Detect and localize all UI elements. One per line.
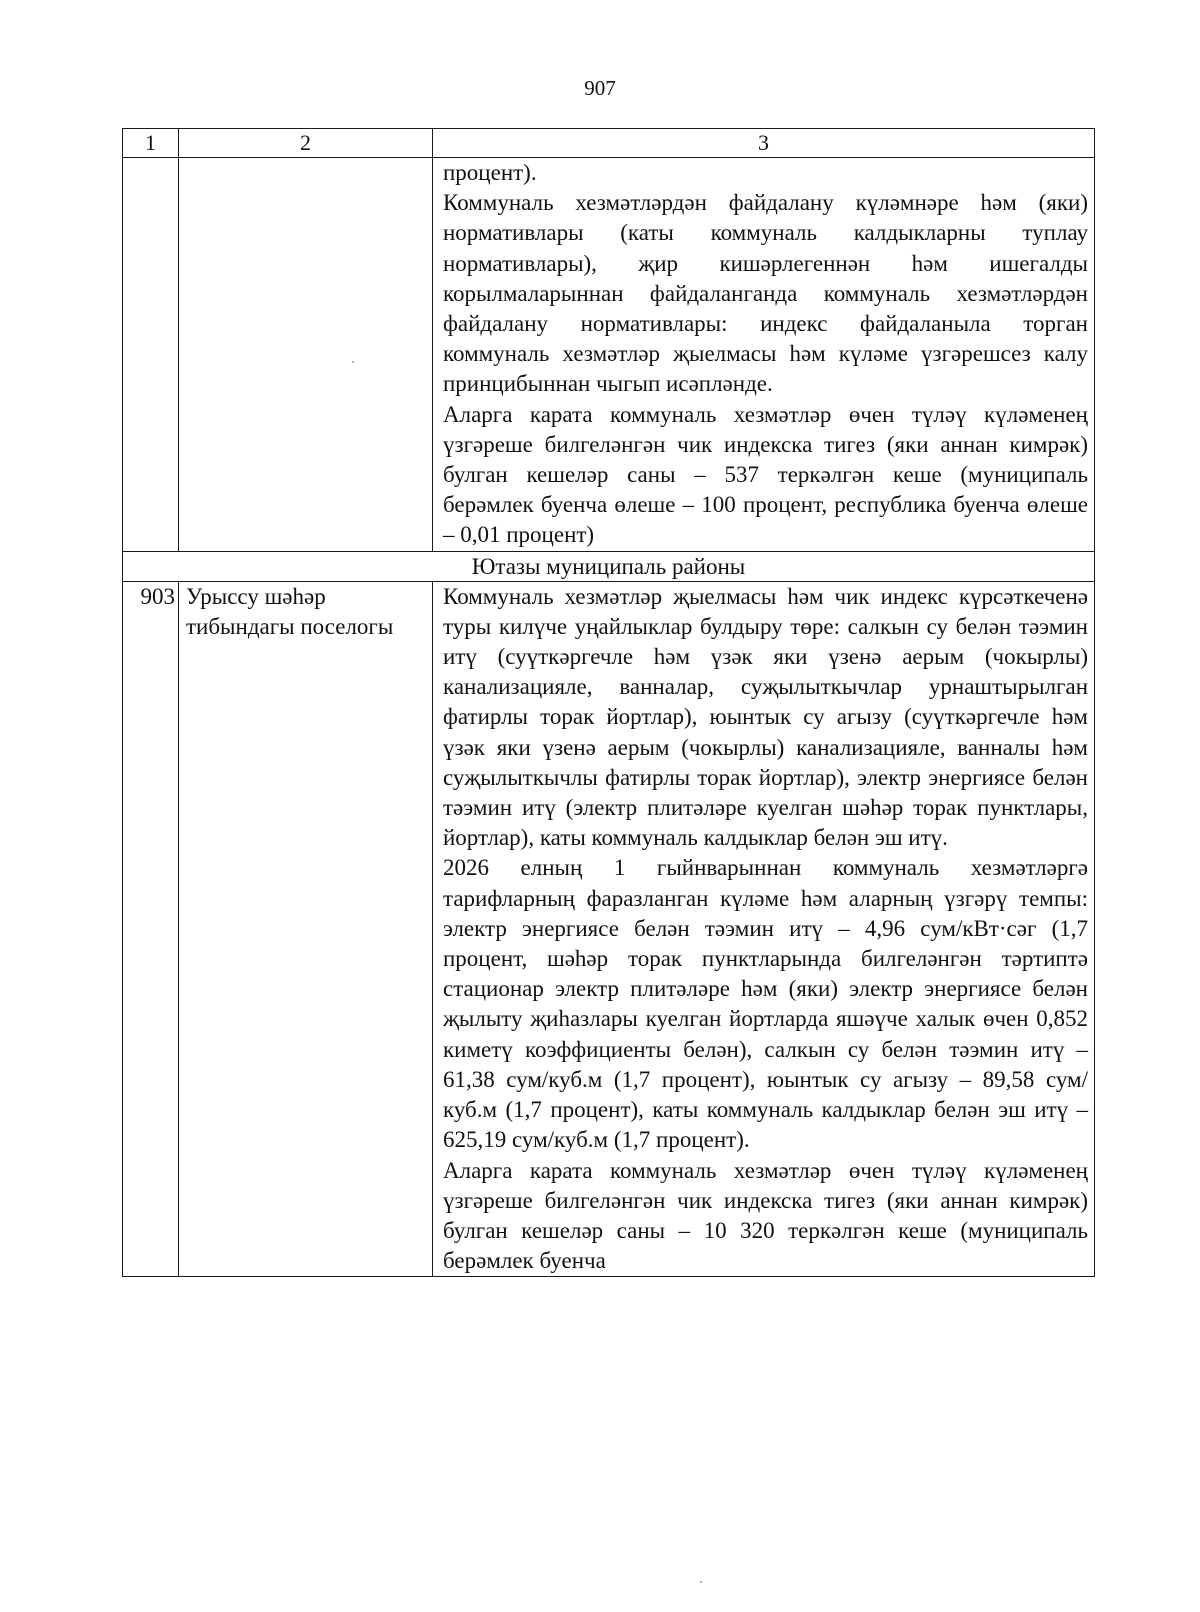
page-number: 907 (584, 76, 616, 100)
tariff-table (122, 128, 1095, 1277)
section-title: Ютазы муниципаль районы (123, 551, 1095, 581)
continuation-paragraph: Коммуналь хезмәтләрдән файдалану күләмнәре һәм (яки) нормативлары (каты коммуналь калдыкларны туплау нормативлары), җир кишәрлегеннән һәм ишегалды корылмаларыннан файдаланганда коммуналь хезмәтләрдән файдалану нормативлары: индекс файдаланыла торган коммуналь хезмәтләр җыелмасы һәм күләме үзгәрешсез калу принцибыннан чыгып исәпләнде. (443, 190, 1088, 397)
entry-text-cell (433, 581, 1095, 1277)
continuation-number-cell (123, 158, 179, 552)
continuation-paragraph: Аларга карата коммуналь хезмәтләр өчен түләү күләменең үзгәреше билгеләнгән чик индекска тигез (яки аннан кимрәк) булган кешеләр саны – 537 теркәлгән кеше (муниципаль берәмлек буенча өлеше – 100 процент, республика буенча өлеше – 0,01 процент) (443, 401, 1088, 548)
entry-number: 903 (123, 581, 179, 1277)
continuation-name-cell (179, 158, 433, 552)
continuation-row (123, 158, 1095, 552)
section-row (123, 551, 1095, 581)
table-row (123, 581, 1095, 1277)
scan-speck (700, 1581, 702, 1583)
entry-name: Урыссу шәһәр тибындагы поселогы (179, 581, 433, 1277)
scan-speck (352, 361, 354, 363)
continuation-paragraph: процент). (443, 160, 537, 185)
header-col-3: 3 (433, 129, 1095, 158)
table-header-row (123, 129, 1095, 158)
entry-paragraph: 2026 елның 1 гыйнварыннан коммуналь хезмәтләргә тарифларның фаразланган күләме һәм аларның үзгәрү темпы: электр энергиясе белән тәэмин итү – 4,96 сум/кВт·сәг (1,7 процент, шәһәр торак пунктларында билгеләнгән тәртиптә стационар электр плитәләре һәм (яки) электр энергиясе белән җылыту җиһазлары куелган йортларда яшәүче халык өчен 0,852 киметү коэффициенты белән), салкын су белән тәэмин итү – 61,38 сум/куб.м (1,7 процент), юынтык су агызу – 89,58 сум/куб.м (1,7 процент), каты коммуналь калдыклар белән эш итү – 625,19 сум/куб.м (1,7 процент). (443, 855, 1088, 1153)
header-col-2: 2 (179, 129, 433, 158)
header-col-1: 1 (123, 129, 179, 158)
continuation-text-cell (433, 158, 1095, 552)
entry-paragraph: Аларга карата коммуналь хезмәтләр өчен түләү күләменең үзгәреше билгеләнгән чик индекска тигез (яки аннан кимрәк) булган кешеләр саны – 10 320 теркәлгән кеше (муниципаль берәмлек буенча (443, 1157, 1088, 1274)
entry-paragraph: Коммуналь хезмәтләр җыелмасы һәм чик индекс күрсәткеченә туры килүче уңайлыклар булдыру төре: салкын су белән тәэмин итү (суүткәргечле һәм үзәк яки үзенә аерым (чокырлы) канализацияле, ванналар, суҗылыткычлар урнаштырылган фатирлы торак йортлар), юынтык су агызу (суүткәргечле һәм үзәк яки үзенә аерым (чокырлы) канализацияле, ванналы һәм суҗылыткычлы фатирлы торак йортлар), электр энергиясе белән тәэмин итү (электр плитәләре куелган шәһәр торак пунктлары, йортлар), каты коммуналь калдыклар белән эш итү. (443, 583, 1088, 851)
